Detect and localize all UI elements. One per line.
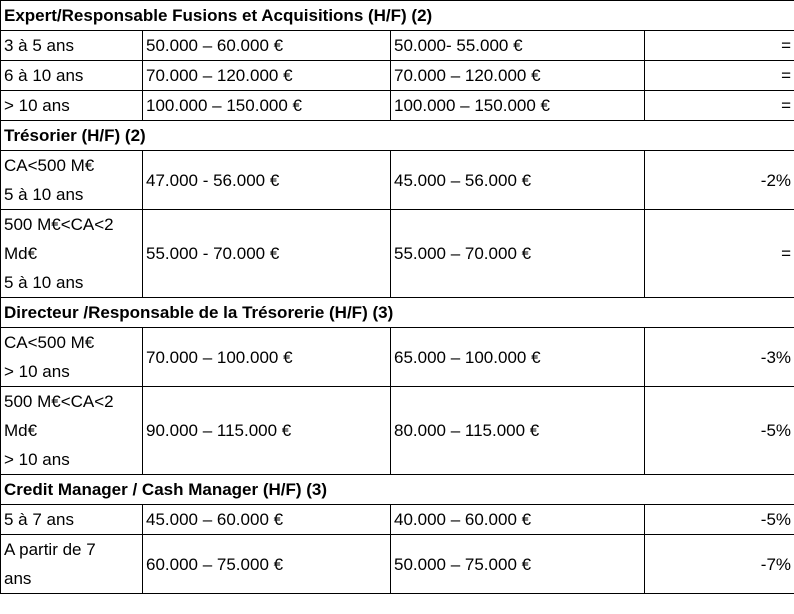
experience-cell	[1, 387, 143, 475]
experience-line: 5 à 10 ans	[4, 185, 84, 204]
experience-line: Md€	[4, 244, 38, 263]
variation-cell: =	[645, 31, 794, 61]
salary-range-current-cell: 40.000 – 60.000 €	[391, 505, 645, 535]
salary-range-previous-cell: 60.000 – 75.000 €	[143, 535, 391, 594]
section-header-row	[1, 121, 794, 151]
table-row	[1, 505, 794, 535]
salary-range-previous-cell: 47.000 - 56.000 €	[143, 151, 391, 210]
salary-range-previous-cell: 45.000 – 60.000 €	[143, 505, 391, 535]
experience-line: 500 M€<CA<2	[4, 392, 114, 411]
experience-cell	[1, 61, 143, 91]
experience-line: > 10 ans	[4, 96, 70, 115]
salary-range-previous-cell: 70.000 – 100.000 €	[143, 328, 391, 387]
salary-range-current-cell: 100.000 – 150.000 €	[391, 91, 645, 121]
experience-line: 500 M€<CA<2	[4, 215, 114, 234]
experience-cell	[1, 328, 143, 387]
salary-range-current-cell: 45.000 – 56.000 €	[391, 151, 645, 210]
salary-range-current-cell: 80.000 – 115.000 €	[391, 387, 645, 475]
section-title: Credit Manager / Cash Manager (H/F) (3)	[1, 475, 794, 505]
variation-cell: -3%	[645, 328, 794, 387]
experience-line: CA<500 M€	[4, 156, 95, 175]
experience-cell	[1, 535, 143, 594]
section-title: Directeur /Responsable de la Trésorerie (H/F) (3)	[1, 298, 794, 328]
variation-cell: -7%	[645, 535, 794, 594]
salary-range-current-cell: 50.000 – 75.000 €	[391, 535, 645, 594]
experience-line: 3 à 5 ans	[4, 36, 74, 55]
experience-line: > 10 ans	[4, 362, 70, 381]
table-row	[1, 151, 794, 210]
table-row	[1, 91, 794, 121]
section-header-row	[1, 475, 794, 505]
experience-line: 6 à 10 ans	[4, 66, 84, 85]
table-row	[1, 210, 794, 298]
experience-cell	[1, 91, 143, 121]
experience-line: Md€	[4, 421, 38, 440]
table-row	[1, 31, 794, 61]
section-header-row	[1, 298, 794, 328]
salary-range-current-cell: 65.000 – 100.000 €	[391, 328, 645, 387]
salary-range-previous-cell: 100.000 – 150.000 €	[143, 91, 391, 121]
salary-range-previous-cell: 70.000 – 120.000 €	[143, 61, 391, 91]
section-header-row	[1, 1, 794, 31]
variation-cell: =	[645, 210, 794, 298]
variation-cell: -5%	[645, 387, 794, 475]
salary-range-current-cell: 55.000 – 70.000 €	[391, 210, 645, 298]
salary-range-previous-cell: 50.000 – 60.000 €	[143, 31, 391, 61]
variation-cell: -2%	[645, 151, 794, 210]
experience-cell	[1, 210, 143, 298]
table-row	[1, 535, 794, 594]
variation-cell: =	[645, 61, 794, 91]
section-title: Expert/Responsable Fusions et Acquisitions (H/F) (2)	[1, 1, 794, 31]
experience-line: > 10 ans	[4, 450, 70, 469]
salary-range-previous-cell: 90.000 – 115.000 €	[143, 387, 391, 475]
experience-line: 5 à 7 ans	[4, 510, 74, 529]
salary-range-current-cell: 70.000 – 120.000 €	[391, 61, 645, 91]
table-row	[1, 328, 794, 387]
salary-range-previous-cell: 55.000 - 70.000 €	[143, 210, 391, 298]
table-row	[1, 61, 794, 91]
variation-cell: =	[645, 91, 794, 121]
section-title: Trésorier (H/F) (2)	[1, 121, 794, 151]
variation-cell: -5%	[645, 505, 794, 535]
table-row	[1, 387, 794, 475]
experience-line: A partir de 7	[4, 540, 96, 559]
experience-cell	[1, 151, 143, 210]
experience-cell	[1, 31, 143, 61]
experience-line: ans	[4, 569, 32, 588]
experience-line: CA<500 M€	[4, 333, 95, 352]
salary-range-current-cell: 50.000- 55.000 €	[391, 31, 645, 61]
experience-line: 5 à 10 ans	[4, 273, 84, 292]
experience-cell	[1, 505, 143, 535]
